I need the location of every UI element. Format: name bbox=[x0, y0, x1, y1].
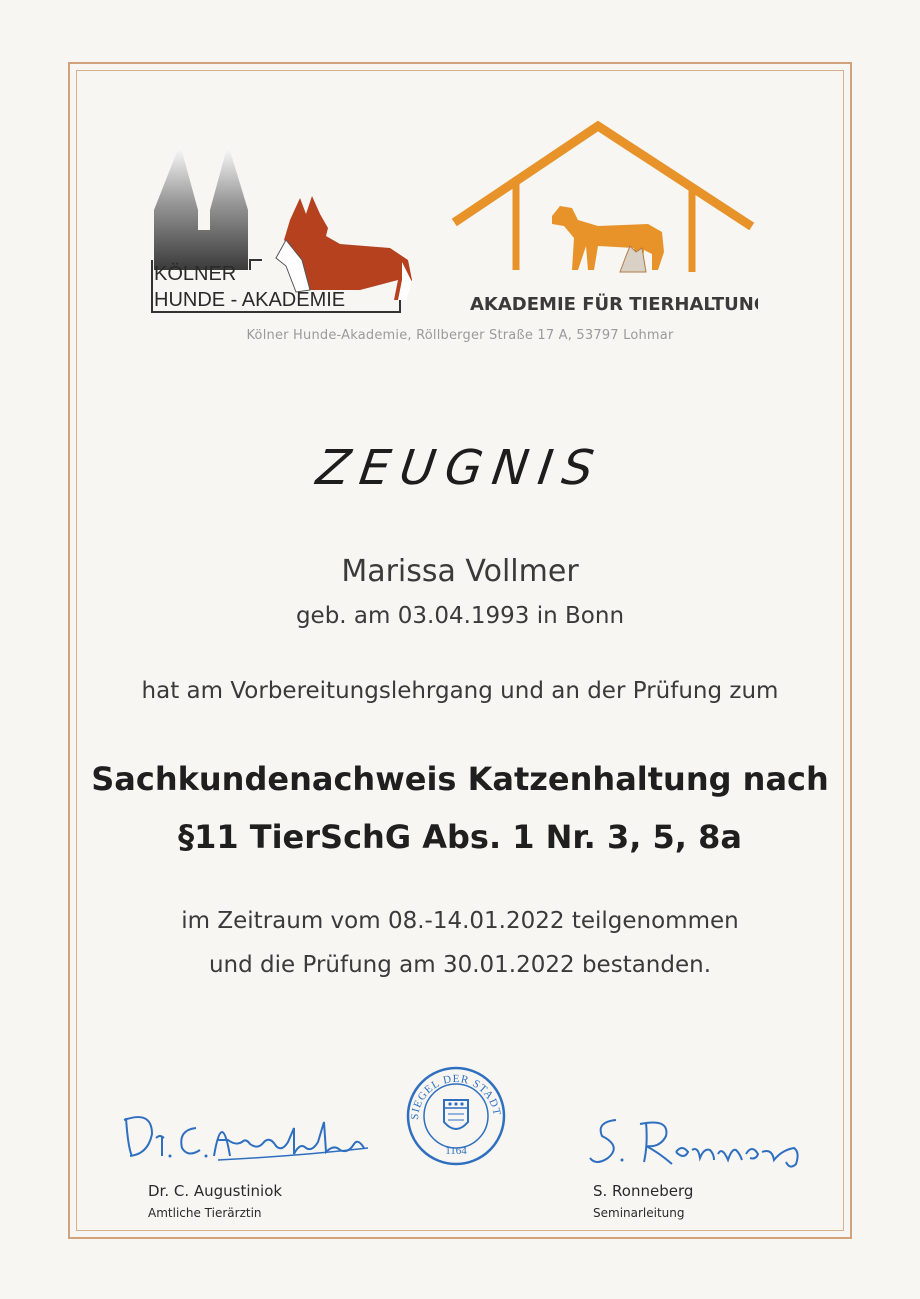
logo-left-line1: KÖLNER bbox=[154, 263, 237, 285]
logo-right-label: AKADEMIE FÜR TIERHALTUNG bbox=[470, 294, 758, 315]
signature-augustiniok bbox=[118, 1098, 378, 1168]
seal-text: SIEGEL DER STADT bbox=[408, 1072, 503, 1121]
logo-left-line2: HUNDE - AKADEMIE bbox=[154, 289, 346, 311]
recipient-name: Marissa Vollmer bbox=[341, 554, 579, 589]
course-title-line1: Sachkundenachweis Katzenhaltung nach bbox=[91, 760, 829, 798]
signatory1-role: Amtliche Tierärztin bbox=[148, 1206, 262, 1220]
signatory1-name: Dr. C. Augustiniok bbox=[148, 1182, 283, 1200]
certificate-title: ZEUGNIS bbox=[313, 440, 607, 496]
result-text: und die Prüfung am 30.01.2022 bestanden. bbox=[208, 952, 712, 978]
course-title-line2: §11 TierSchG Abs. 1 Nr. 3, 5, 8a bbox=[178, 818, 742, 856]
birth-info: geb. am 03.04.1993 in Bonn bbox=[295, 603, 625, 629]
intro-text: hat am Vorbereitungslehrgang und an der Prüfung zum bbox=[141, 678, 779, 704]
period-text: im Zeitraum vom 08.-14.01.2022 teilgenommen bbox=[181, 908, 739, 934]
academy-address: Kölner Hunde-Akademie, Röllberger Straße 17 A, 53797 Lohmar bbox=[246, 328, 674, 343]
signature-ronneberg bbox=[586, 1108, 816, 1172]
koelner-hunde-akademie-logo bbox=[150, 140, 422, 318]
signatory2-name: S. Ronneberg bbox=[593, 1182, 694, 1200]
signatory2-role: Seminarleitung bbox=[593, 1206, 685, 1220]
city-seal-stamp bbox=[404, 1064, 508, 1168]
seal-year: 1164 bbox=[445, 1145, 467, 1157]
akademie-fuer-tierhaltung-logo bbox=[448, 120, 758, 320]
